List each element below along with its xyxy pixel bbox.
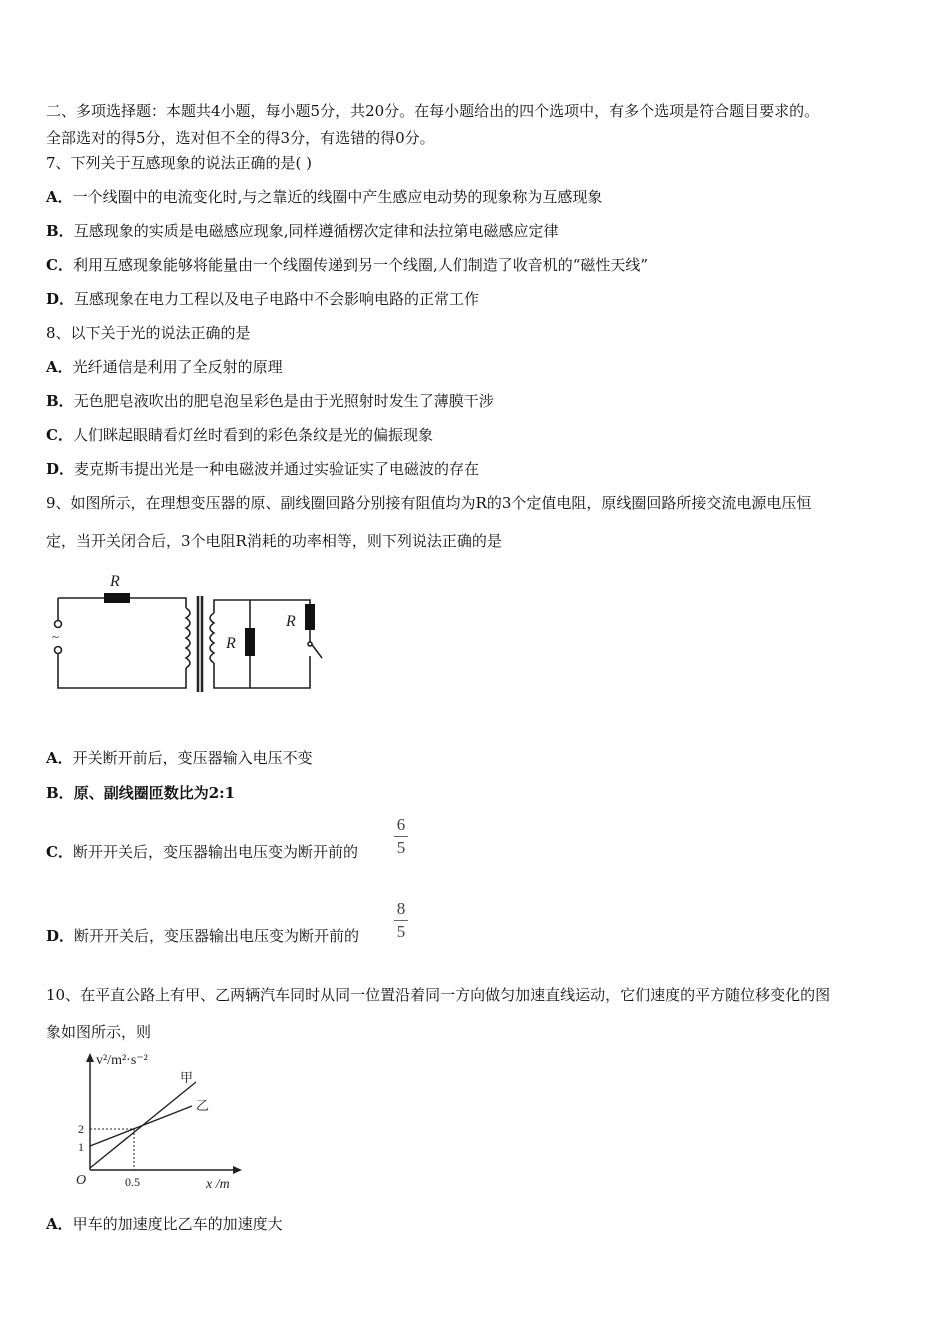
q9-option-b[interactable] — [46, 783, 235, 803]
q7-option-b[interactable] — [46, 221, 558, 241]
option-key: D． — [46, 460, 75, 478]
q10-option-a[interactable] — [46, 1214, 283, 1234]
line-yi — [90, 1106, 192, 1146]
velocity-squared-graph — [46, 1048, 246, 1194]
q8-option-c[interactable] — [46, 425, 433, 445]
option-key: C． — [46, 843, 73, 861]
option-key: D． — [46, 290, 75, 308]
svg-text:~: ~ — [52, 629, 60, 644]
option-key: A． — [46, 1215, 73, 1233]
resistor-label-top: R — [110, 573, 120, 590]
option-key: B． — [46, 222, 74, 240]
graph-x-label: x /m — [206, 1177, 230, 1192]
resistor-label-middle: R — [226, 635, 236, 652]
graph-y-label: v²/m²·s⁻² — [96, 1053, 148, 1068]
q8-option-a[interactable] — [46, 357, 283, 377]
option-key: A． — [46, 188, 73, 206]
option-text: 人们眯起眼睛看灯丝时看到的彩色条纹是光的偏振现象 — [72, 426, 433, 444]
option-text: 一个线圈中的电流变化时,与之靠近的线圈中产生感应电动势的现象称为互感现象 — [72, 188, 603, 206]
option-text: 互感现象在电力工程以及电子电路中不会影响电路的正常工作 — [74, 290, 480, 308]
option-text: 利用互感现象能够将能量由一个线圈传递到另一个线圈,人们制造了收音机的“磁性天线” — [72, 256, 649, 274]
x-tick-0-5: 0.5 — [125, 1175, 140, 1189]
label-yi: 乙 — [196, 1098, 210, 1113]
option-text: 断开开关后，变压器输出电压变为断开前的 — [74, 927, 360, 945]
q8-stem: 8、以下关于光的说法正确的是 — [46, 324, 251, 342]
option-key: A． — [46, 358, 73, 376]
option-text: 原、副线圈匝数比为2:1 — [73, 784, 236, 802]
q7-stem: 7、下列关于互感现象的说法正确的是( ) — [46, 154, 313, 172]
q10-stem-line-1: 10、在平直公路上有甲、乙两辆汽车同时从同一位置沿着同一方向做匀加速直线运动，它们速度的平方随位移变化的图 — [46, 986, 831, 1004]
fraction-denominator: 5 — [396, 838, 406, 857]
option-text: 麦克斯韦提出光是一种电磁波并通过实验证实了电磁波的存在 — [74, 460, 480, 478]
option-text: 互感现象的实质是电磁感应现象,同样遵循楞次定律和法拉第电磁感应定律 — [73, 222, 559, 240]
option-key: B． — [46, 784, 74, 802]
q8-option-b[interactable] — [46, 391, 494, 411]
q7-option-c[interactable] — [46, 255, 648, 275]
q7-option-a[interactable] — [46, 187, 602, 207]
option-key: B． — [46, 392, 74, 410]
option-key: D． — [46, 927, 75, 945]
option-key: C． — [46, 426, 73, 444]
fraction-8-5 — [394, 900, 408, 941]
section-line-1: 二、多项选择题：本题共4小题，每小题5分，共20分。在每小题给出的四个选项中，有多个选项是符合题目要求的。 — [46, 102, 820, 120]
y-tick-2: 2 — [78, 1122, 84, 1136]
graph-origin: O — [76, 1173, 87, 1188]
fraction-6-5 — [394, 816, 408, 857]
q10-stem-line-2: 象如图所示，则 — [46, 1023, 152, 1041]
option-text: 光纤通信是利用了全反射的原理 — [72, 358, 283, 376]
q9-stem-line-2: 定，当开关闭合后，3个电阻R消耗的功率相等，则下列说法正确的是 — [46, 532, 502, 550]
option-key: C． — [46, 256, 73, 274]
option-text: 断开开关后，变压器输出电压变为断开前的 — [72, 843, 358, 861]
resistor-label-right: R — [286, 613, 296, 630]
y-tick-1: 1 — [78, 1140, 84, 1154]
q9-option-a[interactable] — [46, 748, 313, 768]
q9-stem-line-1: 9、如图所示，在理想变压器的原、副线圈回路分别接有阻值均为R的3个定值电阻，原线圈回路所接交流电源电压恒 — [46, 494, 812, 512]
option-text: 开关断开前后，变压器输入电压不变 — [72, 749, 313, 767]
q9-option-d[interactable] — [46, 926, 359, 946]
section-line-2: 全部选对的得5分，选对但不全的得3分，有选错的得0分。 — [46, 129, 435, 147]
q8-option-d[interactable] — [46, 459, 479, 479]
label-jia: 甲 — [180, 1070, 194, 1085]
fraction-numerator: 6 — [396, 815, 406, 834]
fraction-denominator: 5 — [396, 922, 406, 941]
option-text: 无色肥皂液吹出的肥皂泡呈彩色是由于光照射时发生了薄膜干涉 — [73, 392, 494, 410]
transformer-circuit-diagram — [46, 568, 336, 698]
option-key: A． — [46, 749, 73, 767]
q9-option-c[interactable] — [46, 842, 358, 862]
fraction-numerator: 8 — [396, 899, 406, 918]
option-text: 甲车的加速度比乙车的加速度大 — [72, 1215, 283, 1233]
q7-option-d[interactable] — [46, 289, 479, 309]
